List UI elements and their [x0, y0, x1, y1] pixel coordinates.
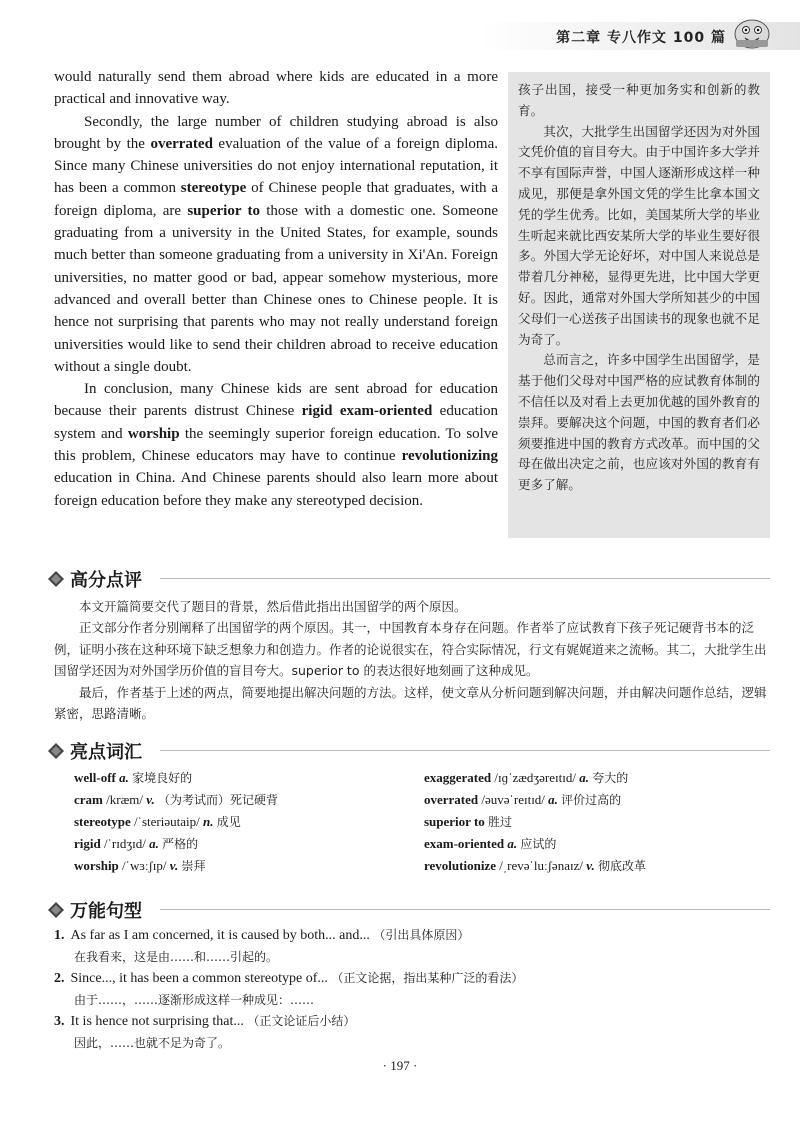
vocab-pos: a. [149, 836, 159, 851]
vocab-item [424, 811, 646, 833]
section-header-review [48, 566, 142, 592]
diamond-bullet-icon [48, 902, 64, 918]
vocab-pos: v. [169, 858, 179, 873]
vocab-word: exam-oriented [424, 836, 505, 851]
vocab-meaning: 家境良好的 [132, 771, 193, 785]
vocab-ipa: /ɪɡˈzædʒəreɪtɪd/ [494, 770, 576, 785]
vocab-pos: a. [579, 770, 589, 785]
vocab-item [424, 833, 646, 855]
diamond-bullet-icon [48, 571, 64, 587]
english-paragraph-3 [54, 378, 498, 512]
vocab-word: stereotype [74, 814, 131, 829]
vocab-list-left [74, 767, 278, 877]
text-run: In conclusion, many Chinese kids are sent abroad for education because their parents distrust Chinese [54, 381, 498, 420]
text-run: evaluation of the value of a foreign diploma. Since many Chinese universities do not enjoy international reputation, it has been a common [54, 135, 498, 197]
sentence-item [54, 925, 770, 946]
sentence-number: 1. [54, 928, 65, 943]
vocab-meaning: 严格的 [162, 837, 199, 851]
sentence-english: Since..., it has been a common stereotype of... [70, 971, 328, 986]
vocab-meaning: 应试的 [520, 837, 557, 851]
vocab-meaning: 崇拜 [181, 859, 206, 873]
section-title: 高分点评 [70, 570, 142, 591]
chinese-paragraph-2: 其次，大批学生出国留学还因为对外国文凭价值的盲目夸大。由于中国许多大学并不享有国际声誉，中国人逐渐形成这样一种成见，那便是拿外国文凭的学生比拿本国文凭的学生优秀。比如，美国某所大学的毕业生听起来就比西安某所大学的毕业生要好很多。外国大学无论好坏，对中国人来说总是带着几分神秘，显得更先进，比中国大学更好。因此，通常对外国大学所知甚少的中国父母们一心送孩子出国读书的现象也就不足为奇了。 [518, 123, 760, 347]
highlight-word: stereotype [180, 180, 247, 197]
vocab-meaning: 彻底改革 [598, 859, 647, 873]
vocab-word: superior to [424, 814, 485, 829]
review-paragraph-1: 本文开篇简要交代了题目的背景，然后借此指出出国留学的两个原因。 [79, 599, 467, 614]
vocab-item [424, 767, 646, 789]
sentence-chinese: 因此，……也就不足为奇了。 [74, 1036, 231, 1050]
section-title: 万能句型 [70, 901, 142, 922]
vocab-pos: a. [119, 770, 129, 785]
english-paragraph-2 [54, 111, 498, 379]
section-divider [160, 578, 770, 579]
vocab-ipa: /ˈsteriəutaip/ [134, 814, 200, 829]
vocab-item [74, 855, 278, 877]
vocab-meaning: 成见 [216, 815, 241, 829]
vocab-pos: v. [586, 858, 595, 873]
vocab-word: revolutionize [424, 858, 496, 873]
section-divider [160, 750, 770, 751]
section-header-sentences [48, 897, 142, 923]
vocab-pos: n. [203, 814, 214, 829]
vocab-word: worship [74, 858, 119, 873]
sentence-item [54, 1011, 770, 1032]
chinese-paragraph-1: 孩子出国，接受一种更加务实和创新的教育。 [518, 82, 760, 118]
cartoon-logo-icon [732, 16, 772, 50]
sentence-english: It is hence not surprising that... [70, 1014, 244, 1029]
highlight-word: superior to [187, 202, 260, 219]
section-header-vocab [48, 738, 142, 764]
text-run: the seemingly superior foreign education. To solve this problem, Chinese educators may have to continue [54, 425, 498, 465]
vocab-word: exaggerated [424, 770, 492, 785]
text-run: education in China. And Chinese parents should also learn more about foreign education before they make any stereotyped decision. [54, 470, 498, 509]
vocab-item [74, 767, 278, 789]
highlight-word: overrated [150, 135, 213, 152]
diamond-bullet-icon [48, 743, 64, 759]
highlight-word: worship [127, 425, 180, 442]
review-text [54, 596, 770, 724]
highlight-word: revolutionizing [401, 448, 498, 465]
review-paragraph-2: 正文部分作者分别阐释了出国留学的两个原因。其一，中国教育本身存在问题。作者举了应试教育下孩子死记硬背书本的泛例，证明小孩在这种环境下缺乏想象力和创造力。作者的论说很实在，符合实际情况，行文有娓娓道来之流畅。其二，大批学生出国留学还因为对外国学历价值的盲目夸大。superior to 的表达很好地刻画了这种成见。 [54, 620, 767, 679]
vocab-item [74, 811, 278, 833]
vocab-ipa: /əuvəˈreɪtɪd/ [481, 792, 545, 807]
vocab-item [424, 789, 646, 811]
chinese-translation-box [508, 72, 770, 538]
review-paragraph-3: 最后，作者基于上述的两点，简要地提出解决问题的方法。这样，使文章从分析问题到解决问题，并由解决问题作总结，逻辑紧密，思路清晰。 [54, 684, 767, 722]
vocab-ipa: /ˌrevəˈluːʃənaɪz/ [499, 858, 583, 873]
vocab-meaning: 夸大的 [592, 771, 629, 785]
vocab-meaning: 胜过 [488, 815, 513, 829]
sentence-number: 3. [54, 1014, 65, 1029]
vocab-pos: a. [507, 836, 518, 851]
vocab-meaning: 评价过高的 [561, 793, 622, 807]
sentence-note: （引出具体原因） [373, 928, 470, 942]
sentence-note: （正文论证后小结） [247, 1014, 356, 1028]
sentence-chinese: 在我看来，这是由……和……引起的。 [74, 950, 279, 964]
english-essay-column [54, 66, 498, 512]
vocab-word: cram [74, 792, 103, 807]
sentence-chinese: 由于……，……逐渐形成这样一种成见：…… [74, 993, 315, 1007]
vocab-item [424, 855, 646, 877]
vocab-ipa: /ˈwɜːʃɪp/ [122, 858, 167, 873]
vocab-ipa: /kræm/ [106, 792, 143, 807]
highlight-word: rigid exam-oriented [301, 403, 433, 420]
sentence-number: 2. [54, 971, 65, 986]
vocab-item [74, 789, 278, 811]
vocab-word: overrated [424, 792, 479, 807]
section-divider [160, 909, 770, 910]
english-paragraph-1: would naturally send them abroad where kids are educated in a more practical and innovative way. [54, 69, 498, 108]
vocab-list-right [424, 767, 646, 877]
vocab-meaning: （为考试而）死记硬背 [158, 793, 279, 807]
text-run: those with a domestic one. Someone graduating from a university in the United States, for example, sounds much better than someone graduating from a university in Xi'An. Foreign universities, no matter good or bad, appear somehow mysterious, more advanced and overall better than Chinese ones to Chinese people. It is hence not surprising that parents who may not really understand foreign universities would like to send their children abroad to receive education without a single doubt. [54, 202, 498, 375]
vocab-item [74, 833, 278, 855]
page-number: · 197 · [382, 1058, 418, 1073]
sentence-patterns [54, 925, 770, 1054]
text-run: of Chinese people that graduates, with a foreign diploma, are [54, 180, 498, 219]
vocab-ipa: /ˈrɪdʒɪd/ [103, 836, 146, 851]
section-title: 亮点词汇 [70, 742, 142, 763]
sentence-item [54, 968, 770, 989]
chinese-paragraph-3: 总而言之，许多中国学生出国留学，是基于他们父母对中国严格的应试教育体制的不信任以及对看上去更加优越的国外教育的崇拜。要解决这个问题，中国的教育者们必须要推进中国的教育方式改革。而中国的父母在做出决定之前，也应该对外国的教育有更多了解。 [518, 352, 760, 493]
text-run: education system and [54, 403, 498, 442]
vocab-pos: v. [146, 792, 155, 807]
vocab-pos: a. [548, 792, 558, 807]
chapter-title: 第二章 专八作文 100 篇 [556, 30, 726, 46]
vocab-word: well-off [74, 770, 116, 785]
sentence-english: As far as I am concerned, it is caused by both... and... [70, 928, 370, 943]
sentence-note: （正文论据，指出某种广泛的看法） [331, 971, 524, 985]
vocab-word: rigid [74, 836, 101, 851]
text-run: Secondly, the large number of children studying abroad is also brought by the [54, 113, 498, 152]
